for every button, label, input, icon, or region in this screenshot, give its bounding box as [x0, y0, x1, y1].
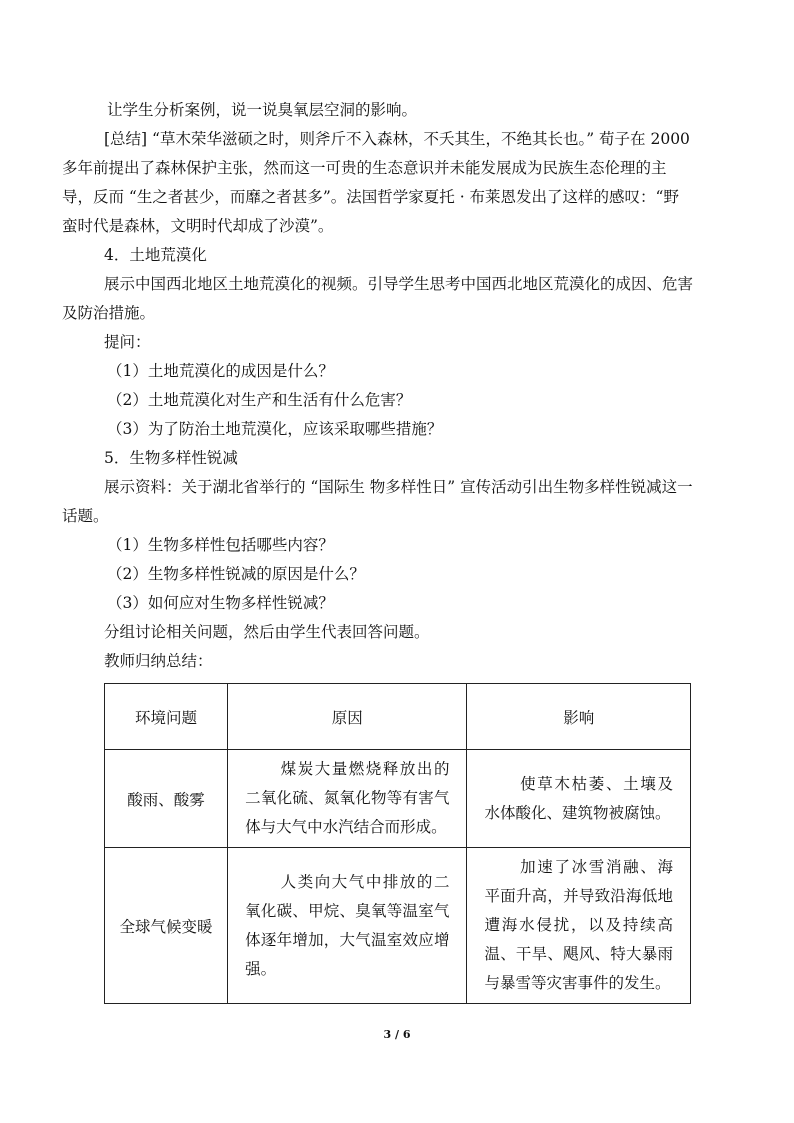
question-5: （2）生物多样性锐减的原因是什么？	[107, 565, 365, 583]
cause-text: 人类向大气中排放的二氧化碳、甲烷、臭氧等温室气体逐年增加，大气温室效应增强。	[245, 872, 450, 978]
header-issue: 环境问题	[105, 684, 228, 750]
cause-cell	[228, 750, 467, 848]
issue-cell: 全球气候变暖	[105, 848, 228, 1004]
header-effect: 影响	[467, 684, 691, 750]
summary-table	[104, 683, 691, 1004]
page-number: 3 / 6	[383, 1028, 411, 1041]
summary-line-4: 蛮时代是森林，文明时代却成了沙漠”。	[62, 217, 334, 235]
group-discussion: 分组讨论相关问题，然后由学生代表回答问题。	[104, 623, 430, 641]
summary-line-2: 多年前提出了森林保护主张，然而这一可贵的生态意识并未能发展成为民族生态伦理的主	[62, 159, 667, 177]
question-3: （3）为了防治土地荒漠化，应该采取哪些措施？	[107, 420, 443, 438]
effect-text: 使草木枯萎、土壤及水体酸化、建筑物被腐蚀。	[484, 774, 673, 822]
desertification-line-2: 及防治措施。	[62, 304, 156, 322]
cause-cell	[228, 848, 467, 1004]
effect-cell	[467, 750, 691, 848]
issue-cell: 酸雨、酸雾	[105, 750, 228, 848]
document-body	[62, 96, 694, 676]
cause-text: 煤炭大量燃烧释放出的二氧化硫、氮氧化物等有害气体与大气中水汽结合而形成。	[245, 760, 450, 836]
effect-text: 加速了冰雪消融、海平面升高，并导致沿海低地遭海水侵扰，以及持续高温、干旱、飓风、特大暴雨与暴雪等灾害事件的发生。	[484, 858, 673, 992]
heading-biodiversity: 5．生物多样性锐减	[104, 449, 238, 467]
table-header-row	[105, 684, 691, 750]
question-2: （2）土地荒漠化对生产和生活有什么危害？	[107, 391, 412, 409]
summary-line-1: [总结] “草木荣华滋硕之时，则斧斤不入森林，不夭其生，不绝其长也。” 荀子在 2000	[104, 130, 690, 148]
summary-line-3: 导，反而 “生之者甚少，而靡之者甚多”。法国哲学家夏托 · 布莱恩发出了这样的感叹：“野	[62, 188, 679, 206]
table-row	[105, 750, 691, 848]
question-6: （3）如何应对生物多样性锐减？	[107, 594, 334, 612]
heading-desertification: 4．土地荒漠化	[104, 246, 207, 264]
paragraph-ozone: 让学生分析案例，说一说臭氧层空洞的影响。	[107, 101, 418, 119]
desertification-line-1: 展示中国西北地区土地荒漠化的视频。引导学生思考中国西北地区荒漠化的成因、危害	[104, 275, 694, 293]
teacher-summary-label: 教师归纳总结：	[104, 652, 213, 670]
table-row	[105, 848, 691, 1004]
biodiversity-line-2: 话题。	[62, 507, 109, 525]
ask-label: 提问：	[104, 333, 151, 351]
header-cause: 原因	[228, 684, 467, 750]
question-4: （1）生物多样性包括哪些内容？	[107, 536, 334, 554]
question-1: （1）土地荒漠化的成因是什么？	[107, 362, 334, 380]
biodiversity-line-1: 展示资料：关于湖北省举行的 “国际生 物多样性日” 宣传活动引出生物多样性锐减这一	[104, 478, 693, 496]
effect-cell	[467, 848, 691, 1004]
